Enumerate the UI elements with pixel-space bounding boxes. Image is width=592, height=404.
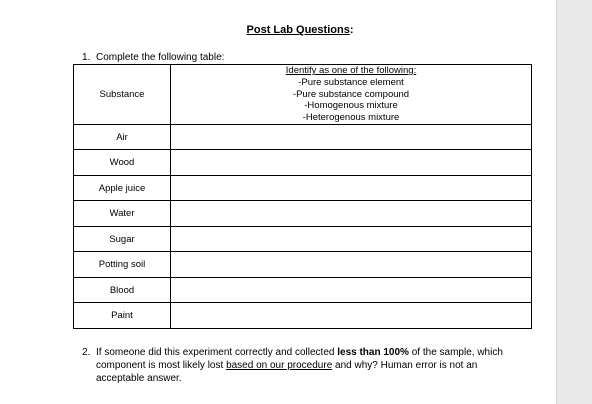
question-1-text: Complete the following table: xyxy=(96,52,225,63)
substance-cell: Paint xyxy=(74,303,171,329)
title-colon: : xyxy=(349,24,354,36)
header-line: -Pure substance compound xyxy=(292,88,410,100)
table-row xyxy=(74,226,532,252)
substance-cell: Water xyxy=(74,201,171,227)
q2-bold-text: less than 100% xyxy=(337,347,409,358)
question-2-text xyxy=(96,346,527,385)
header-substance: Substance xyxy=(74,65,171,125)
substance-cell: Sugar xyxy=(74,226,171,252)
page-title xyxy=(0,24,592,36)
q2-text-part: If someone did this experiment correctly and collected xyxy=(96,347,338,358)
table-row xyxy=(74,277,532,303)
answer-cell[interactable] xyxy=(171,226,532,252)
q2-underlined-text: based on our procedure xyxy=(226,360,333,371)
table-row xyxy=(74,303,532,329)
answer-cell[interactable] xyxy=(171,201,532,227)
header-line: -Heterogenous mixture xyxy=(302,112,400,124)
question-2 xyxy=(82,346,527,385)
q2-text-part: and why? Human error is not an acceptable answer. xyxy=(96,360,478,384)
answer-cell[interactable] xyxy=(171,303,532,329)
answer-cell[interactable] xyxy=(171,150,532,176)
answer-cell[interactable] xyxy=(171,175,532,201)
header-line: Identify as one of the following: xyxy=(285,65,417,76)
question-1-number: 1. xyxy=(82,52,91,63)
substance-cell: Blood xyxy=(74,277,171,303)
substance-cell: Air xyxy=(74,124,171,150)
table-row xyxy=(74,252,532,278)
answer-cell[interactable] xyxy=(171,124,532,150)
substance-cell: Wood xyxy=(74,150,171,176)
table-header-row xyxy=(74,65,532,125)
question-1 xyxy=(82,52,224,63)
title-text: Post Lab Questions xyxy=(246,24,350,36)
classification-table xyxy=(73,64,532,329)
table-row xyxy=(74,175,532,201)
question-2-number: 2. xyxy=(82,347,91,358)
table-row xyxy=(74,124,532,150)
header-identify xyxy=(171,65,532,125)
table-row xyxy=(74,150,532,176)
q2-text-part: of the sample, which component is most likely lost xyxy=(96,347,503,371)
header-line: -Pure substance element xyxy=(298,76,404,88)
substance-cell: Apple juice xyxy=(74,175,171,201)
substance-cell: Potting soil xyxy=(74,252,171,278)
header-line: -Homogenous mixture xyxy=(304,100,398,112)
answer-cell[interactable] xyxy=(171,277,532,303)
answer-cell[interactable] xyxy=(171,252,532,278)
table-row xyxy=(74,201,532,227)
